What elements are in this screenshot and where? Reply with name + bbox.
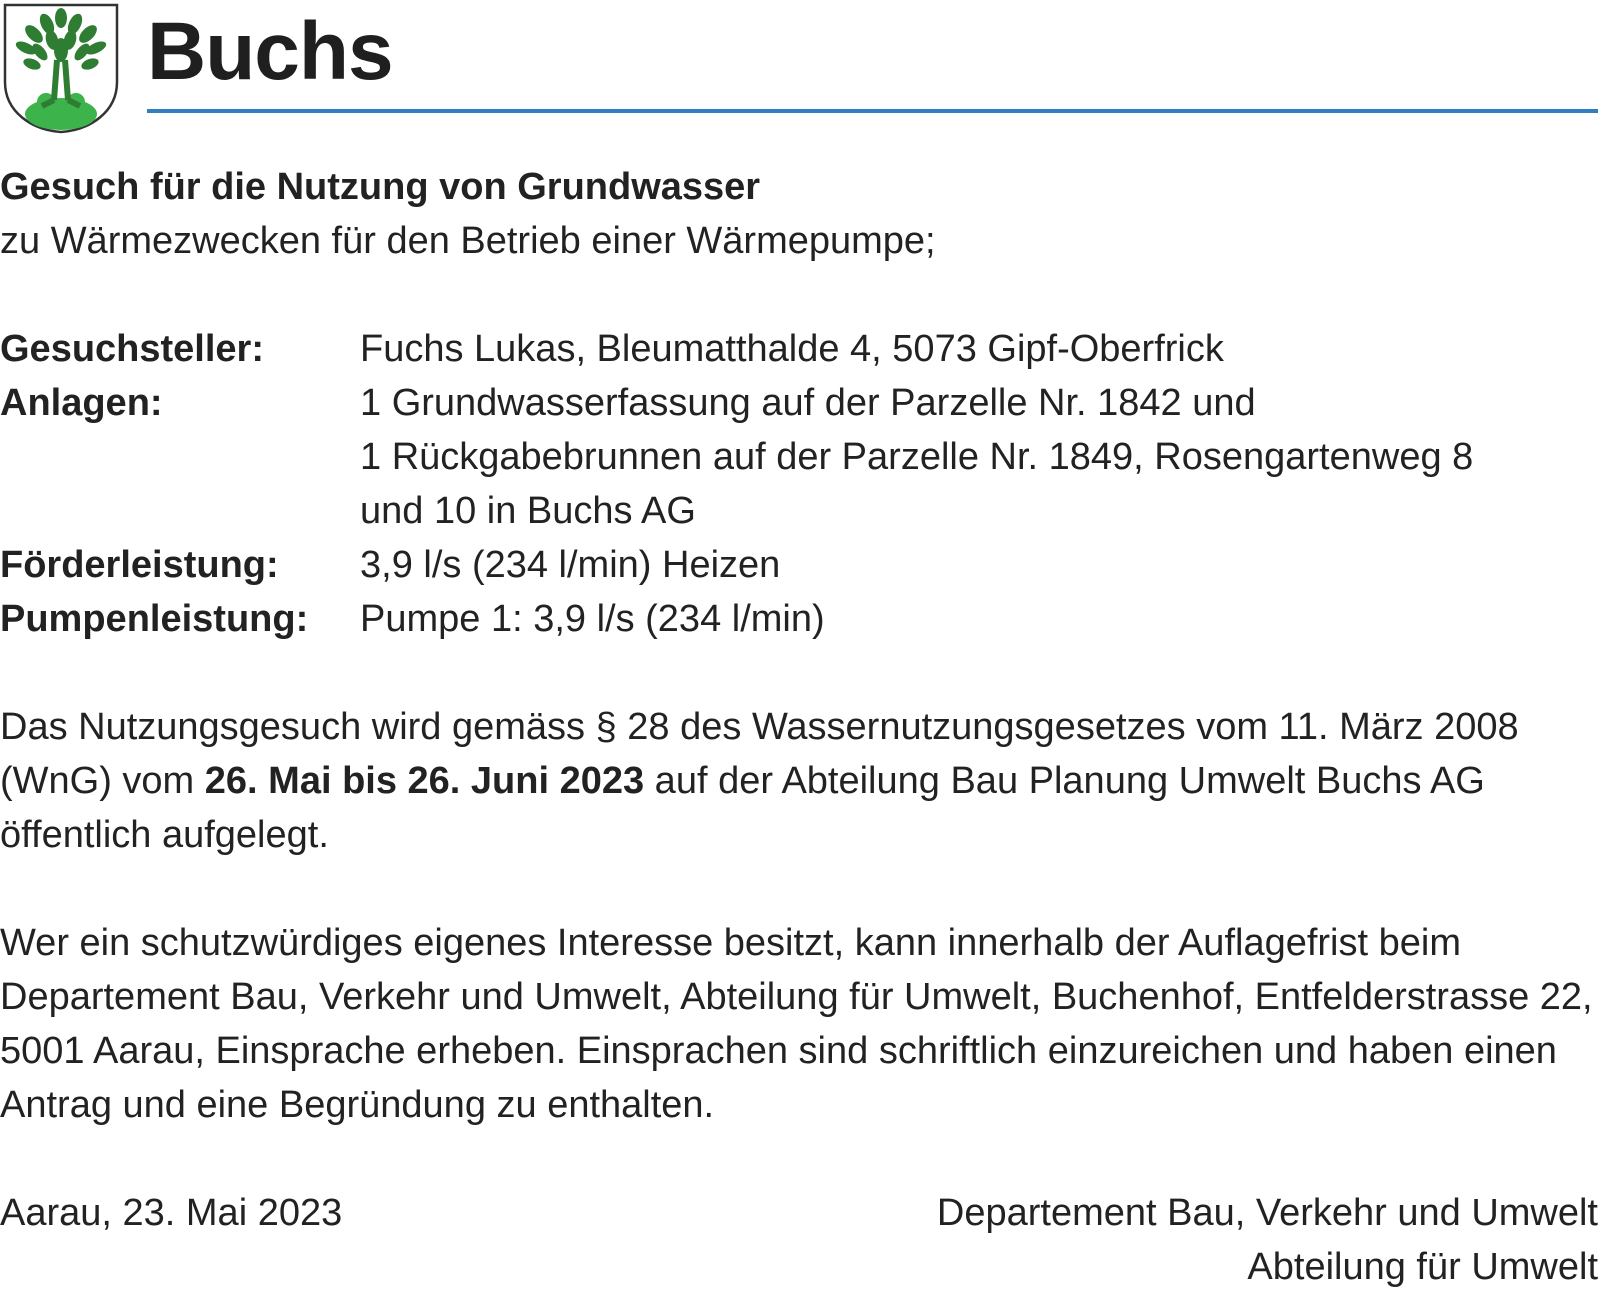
- public-display-paragraph: [0, 700, 1598, 862]
- notice-subtitle: zu Wärmezwecken für den Betrieb einer Wärmepumpe;: [0, 220, 936, 262]
- details-line: Pumpe 1: 3,9 l/s (234 l/min): [360, 598, 825, 640]
- details-line: und 10 in Buchs AG: [360, 490, 696, 532]
- details-value-pump-capacity: [360, 592, 1598, 646]
- header-divider: [147, 109, 1598, 113]
- details-value-extraction-rate: [360, 538, 1598, 592]
- paragraph-tail: auf der Abteilung Bau Planung Umwelt Buchs AG öffentlich aufgelegt.: [0, 760, 1485, 856]
- page-header: [0, 0, 1598, 140]
- issuer-division: Abteilung für Umwelt: [1247, 1246, 1598, 1288]
- details-line: 3,9 l/s (234 l/min) Heizen: [360, 544, 781, 586]
- notice-title: Gesuch für die Nutzung von Grundwasser: [0, 166, 761, 208]
- display-period: 26. Mai bis 26. Juni 2023: [204, 760, 645, 802]
- municipality-name: Buchs: [147, 6, 393, 97]
- details-label-extraction-rate: Förderleistung:: [0, 544, 279, 586]
- details-line: 1 Grundwasserfassung auf der Parzelle Nr. 1842 und: [360, 382, 1256, 424]
- issuer: [937, 1186, 1598, 1294]
- issuer-department: Departement Bau, Verkehr und Umwelt: [936, 1192, 1598, 1234]
- coat-of-arms-icon: [2, 2, 120, 134]
- objection-paragraph: Wer ein schutzwürdiges eigenes Interesse besitzt, kann innerhalb der Auflagefrist beim Departement Bau, Verkehr und Umwelt, Abteilung für Umwelt, Buchenhof, Entfelderstrasse 22, 5001 Aarau, Einsprache erheben. Einsprachen sind schriftlich einzureichen und haben einen Antrag und eine Begründung zu enthalten.: [0, 922, 1593, 1126]
- notice-body: [0, 160, 1598, 1294]
- details-line: Fuchs Lukas, Bleumatthalde 4, 5073 Gipf-Oberfrick: [360, 328, 1224, 370]
- paragraph-lead: Das Nutzungsgesuch wird gemäss § 28 des Wassernutzungsgesetzes vom 11. März 2008 (WnG) vom: [0, 706, 1519, 802]
- notice-footer: [0, 1186, 1598, 1294]
- details-table: [0, 322, 1598, 646]
- details-label-facilities: Anlagen:: [0, 382, 163, 424]
- details-label-applicant: Gesuchsteller:: [0, 328, 264, 370]
- details-value-facilities: [360, 376, 1598, 538]
- place-date: Aarau, 23. Mai 2023: [0, 1192, 343, 1234]
- details-line: 1 Rückgabebrunnen auf der Parzelle Nr. 1849, Rosengartenweg 8: [360, 436, 1474, 478]
- details-label-pump-capacity: Pumpenleistung:: [0, 598, 309, 640]
- details-value-applicant: [360, 322, 1598, 376]
